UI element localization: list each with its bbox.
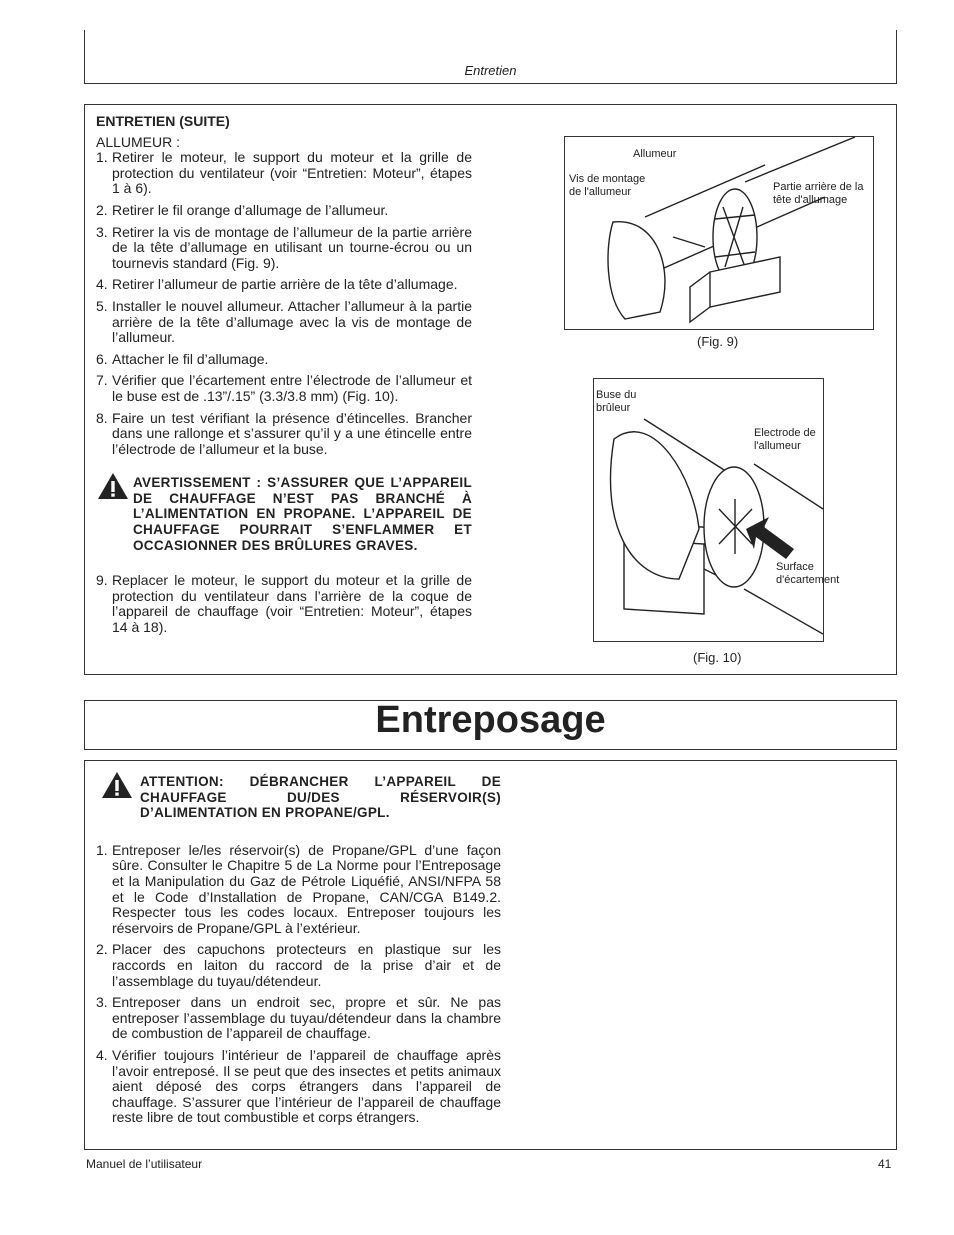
step-2 (96, 942, 501, 989)
step-number: 4. (96, 1046, 108, 1063)
step-text: Retirer le fil orange d’allumage de l’allumeur. (112, 201, 389, 218)
storage-steps (96, 843, 501, 1126)
step-number: 1. (96, 149, 108, 166)
fig9-illustration (565, 137, 873, 329)
step-text: Retirer l’allumeur de partie arrière de la tête d’allumage. (112, 276, 458, 293)
fig10-caption: (Fig. 10) (693, 650, 742, 665)
warning-text: AVERTISSEMENT : S’ASSURER QUE L’APPAREIL DE CHAUFFAGE N’EST PAS BRANCHÉ À L’ALIMENTATION EN PROPANE. L’APPAREIL DE CHAUFFAGE POURRAIT S’ENFLAMMER ET OCCASIONNER DES BRÛLURES GRAVES. (133, 475, 472, 553)
section-header: Entretien (464, 63, 517, 78)
step-number: 5. (96, 297, 108, 314)
step-number: 3. (96, 994, 108, 1011)
step-number: 2. (96, 941, 108, 958)
warning-icon (100, 770, 134, 800)
step-text: Entreposer le/les réservoir(s) de Propane/GPL d’une façon sûre. Consulter le Chapitre 5 de La Norme pour l’Entreposage et la Manipulation du Gaz de Pétrole Liquéfié, ANSI/NFPA 58 et le Code d’Installation de Propane, CAN/CGA B149.2. Respecter tous les codes locaux. Entreposer toujours les réservoirs de Propane/GPL à l’extérieur. (112, 841, 501, 936)
step-text: Vérifier que l’écartement entre l’électrode de l’allumeur et le buse est de .13”/.15” (3.3/3.8 mm) (Fig. 10). (112, 372, 472, 404)
page-number: 41 (878, 1157, 892, 1171)
maintenance-steps (96, 150, 472, 457)
step-1 (96, 150, 472, 197)
label-electrode: Electrode de l'allumeur (754, 427, 816, 452)
step-text: Attacher le fil d’allumage. (112, 350, 269, 367)
step-number: 6. (96, 350, 108, 367)
footer-left: Manuel de l’utilisateur (86, 1157, 203, 1171)
label-buse: Buse du brûleur (596, 389, 637, 414)
step-number: 2. (96, 201, 108, 218)
fig10-illustration (594, 379, 823, 641)
step-3 (96, 995, 501, 1042)
label-vis-montage: Vis de montage de l'allumeur (569, 173, 646, 198)
step-2 (96, 203, 472, 219)
maintenance-text (96, 114, 472, 642)
step-4 (96, 277, 472, 293)
warning-block (96, 475, 472, 553)
step-number: 7. (96, 372, 108, 389)
step-number: 1. (96, 841, 108, 858)
step-8 (96, 411, 472, 458)
maintenance-title: ENTRETIEN (SUITE) (96, 113, 230, 129)
step-text: Entreposer dans un endroit sec, propre et sûr. Ne pas entreposer l’assemblage du tuyau/détendeur dans la chambre de combustion de l’appareil de chauffage. (112, 994, 501, 1042)
attention-text: ATTENTION: DÉBRANCHER L’APPAREIL DE CHAUFFAGE DU/DES RÉSERVOIR(S) D’ALIMENTATION EN PROPANE/GPL. (140, 774, 501, 821)
step-text: Placer des capuchons protecteurs en plastique sur les raccords en laiton du raccord de la prise d’air et de l’assemblage du tuyau/détendeur. (112, 941, 501, 989)
step-9 (96, 573, 472, 635)
step-number: 8. (96, 409, 108, 426)
step-text: Retirer le moteur, le support du moteur et la grille de protection du ventilateur (voir “Entretien: Moteur”, étapes 1 à 6). (112, 149, 472, 197)
step-7 (96, 373, 472, 404)
label-allumeur: Allumeur (633, 148, 677, 160)
maintenance-subtitle: ALLUMEUR : (96, 133, 181, 150)
storage-text (96, 774, 501, 1132)
step-text: Installer le nouvel allumeur. Attacher l’allumeur à la partie arrière de la tête d’allumage avec la vis de montage de l’allumeur. (112, 297, 472, 346)
label-partie-arriere: Partie arrière de la tête d'allumage (773, 181, 864, 206)
step-4 (96, 1048, 501, 1126)
step-1 (96, 843, 501, 937)
warning-icon (96, 471, 130, 501)
fig9-caption: (Fig. 9) (697, 334, 739, 349)
step-6 (96, 352, 472, 368)
step-5 (96, 299, 472, 346)
step-text: Replacer le moteur, le support du moteur et la grille de protection du ventilateur dans l’arrière de la coque de l’appareil de chauffage (voir “Entretien: Moteur”, étapes 14 à 18). (112, 572, 472, 636)
storage-title-box (84, 700, 897, 750)
storage-title: Entreposage (375, 699, 606, 741)
attention-block (96, 774, 501, 821)
step-text: Retirer la vis de montage de l’allumeur de la partie arrière de la tête d’allumage en utilisant un tourne-écrou ou un tournevis standard (Fig. 9). (112, 223, 472, 271)
step-text: Vérifier toujours l’intérieur de l’appareil de chauffage après l’avoir entreposé. Il se peut que des insectes et petits animaux aient déposé des corps étrangers dans l’appareil de chauffage. S’assurer que l’intérieur de l’appareil de chauffage reste libre de tout combustible et corps étrangers. (112, 1046, 501, 1126)
step-number: 9. (96, 572, 108, 589)
step-number: 4. (96, 276, 108, 293)
step-3 (96, 225, 472, 272)
label-surface: Surface d'écartement (776, 561, 840, 586)
figure-9 (564, 136, 874, 330)
step-number: 3. (96, 223, 108, 240)
figure-10 (593, 378, 840, 642)
step-text: Faire un test vérifiant la présence d’étincelles. Brancher dans une rallonge et s’assurer qu’il y a une étincelle entre l’électrode de l’allumeur et la buse. (112, 409, 472, 457)
